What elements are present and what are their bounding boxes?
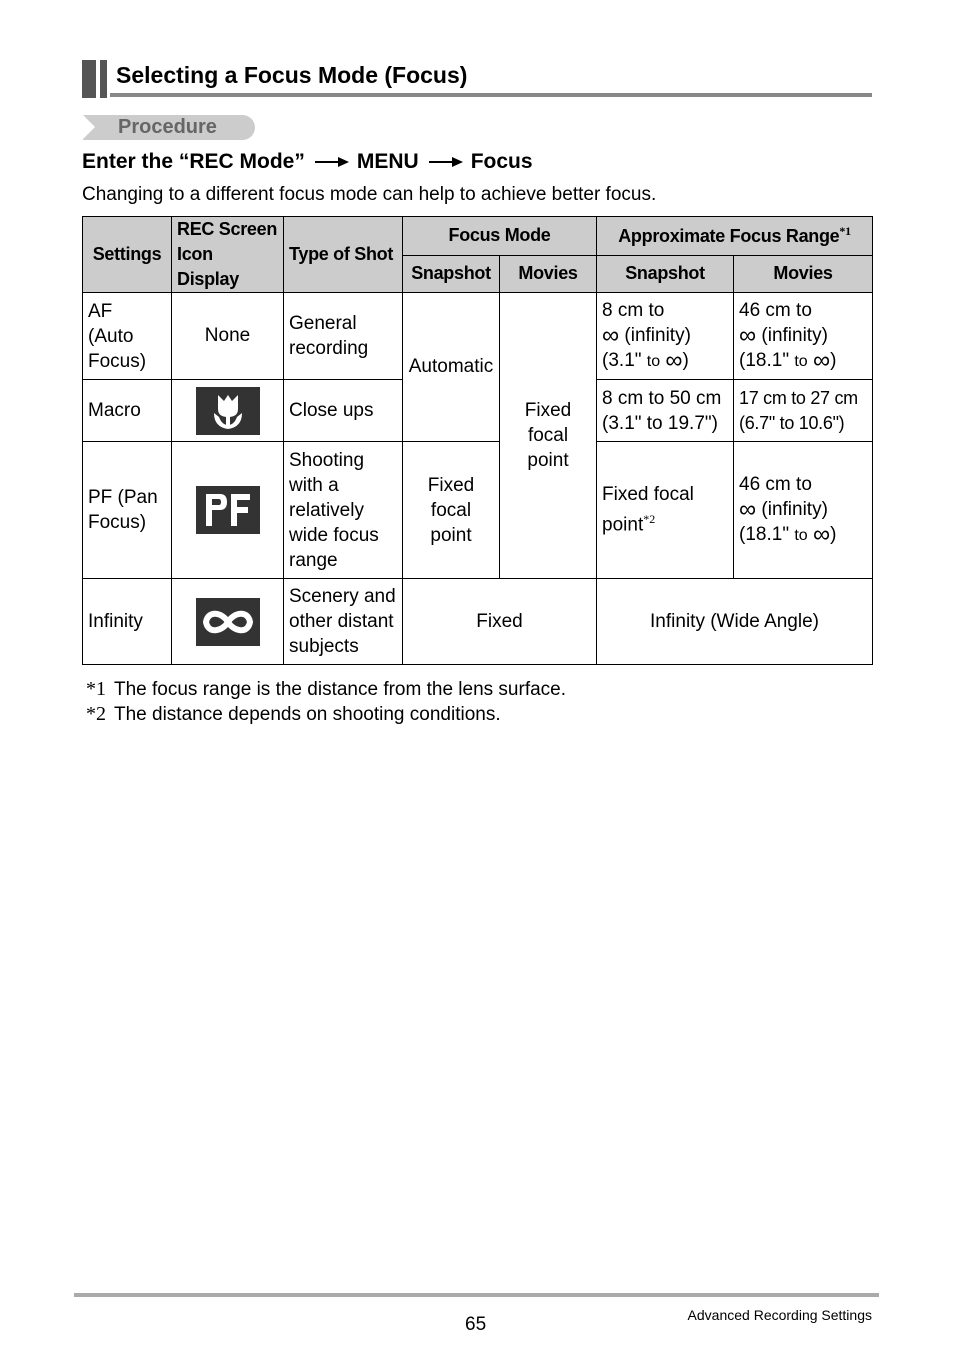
menu-path <box>82 150 533 174</box>
pf-icon-display <box>172 442 284 579</box>
menu-path-step-focus: Focus <box>470 150 533 173</box>
footnote-2: *2 The distance depends on shooting conditions. <box>86 703 501 725</box>
infinity-symbol-icon: ∞ <box>812 347 831 374</box>
procedure-badge <box>83 115 255 140</box>
heading-underline <box>110 93 872 97</box>
header-focus-mode: Focus Mode <box>403 217 597 256</box>
infinity-symbol-icon: ∞ <box>739 322 757 349</box>
af-range-movies: 46 cm to ∞ (infinity) (18.1" to ∞) <box>734 293 873 380</box>
af-setting: AF (Auto Focus) <box>83 293 172 380</box>
macro-range-movies: 17 cm to 27 cm (6.7" to 10.6") <box>734 380 873 442</box>
macro-icon-display <box>172 380 284 442</box>
page-title: Selecting a Focus Mode (Focus) <box>116 62 468 88</box>
infinity-symbol-icon: ∞ <box>812 521 831 548</box>
procedure-badge-notch <box>83 115 95 139</box>
header-mode-movies: Movies <box>500 255 597 292</box>
header-type-of-shot: Type of Shot <box>284 217 403 293</box>
focus-mode-table <box>82 216 873 665</box>
af-type-of-shot: General recording <box>284 293 403 380</box>
infinity-focus-range: Infinity (Wide Angle) <box>597 579 873 665</box>
header-focus-range: Approximate Focus Range$^{*1}$ <box>597 217 873 256</box>
header-range-snapshot: Snapshot <box>597 255 734 292</box>
infinity-icon-display <box>172 579 284 665</box>
header-settings: Settings <box>83 217 172 293</box>
arrow-right-icon <box>427 155 463 169</box>
procedure-label: Procedure <box>118 116 217 138</box>
infinity-type-of-shot: Scenery and other distant subjects <box>284 579 403 665</box>
af-range-snapshot: 8 cm to ∞ (infinity) (3.1" to ∞) <box>597 293 734 380</box>
heading-marker-bar <box>82 60 96 98</box>
footnote-1: *1 The focus range is the distance from the lens surface. <box>86 678 567 700</box>
header-range-movies: Movies <box>734 255 873 292</box>
footer-section-name: Advanced Recording Settings <box>687 1307 872 1323</box>
macro-range-snapshot: 8 cm to 50 cm (3.1" to 19.7") <box>597 380 734 442</box>
pf-mode-snapshot: Fixed focal point <box>403 442 500 579</box>
infinity-setting: Infinity <box>83 579 172 665</box>
macro-setting: Macro <box>83 380 172 442</box>
section-heading <box>82 58 872 98</box>
pf-range-movies: 46 cm to ∞ (infinity) (18.1" to ∞) <box>734 442 873 579</box>
table-row <box>83 293 873 380</box>
pf-range-snapshot: Fixed focal point$^{*2}$ <box>597 442 734 579</box>
pf-setting: PF (Pan Focus) <box>83 442 172 579</box>
infinity-symbol-icon: ∞ <box>665 347 683 374</box>
automatic-mode-cell: Automatic <box>403 293 500 442</box>
macro-flower-icon <box>196 387 260 435</box>
header-mode-snapshot: Snapshot <box>403 255 500 292</box>
footnotes <box>86 677 566 727</box>
af-icon-display: None <box>172 293 284 380</box>
pf-icon <box>196 486 260 534</box>
footer-divider <box>74 1293 879 1297</box>
header-icon-display: REC Screen Icon Display <box>172 217 284 293</box>
page-number: 65 <box>465 1314 487 1335</box>
fixed-focal-point-cell: Fixed focal point <box>500 293 597 579</box>
heading-marker-bar-thin <box>100 60 107 98</box>
macro-type-of-shot: Close ups <box>284 380 403 442</box>
menu-path-step-rec-mode: Enter the “REC Mode” <box>82 150 305 173</box>
infinity-icon <box>196 598 260 646</box>
intro-text: Changing to a different focus mode can help to achieve better focus. <box>82 184 657 205</box>
table-row <box>83 579 873 665</box>
infinity-focus-mode: Fixed <box>403 579 597 665</box>
infinity-symbol-icon: ∞ <box>739 496 757 523</box>
menu-path-step-menu: MENU <box>356 150 419 173</box>
infinity-symbol-icon: ∞ <box>602 322 620 349</box>
arrow-right-icon <box>313 155 349 169</box>
table-row <box>83 442 873 579</box>
pf-type-of-shot: Shooting with a relatively wide focus range <box>284 442 403 579</box>
